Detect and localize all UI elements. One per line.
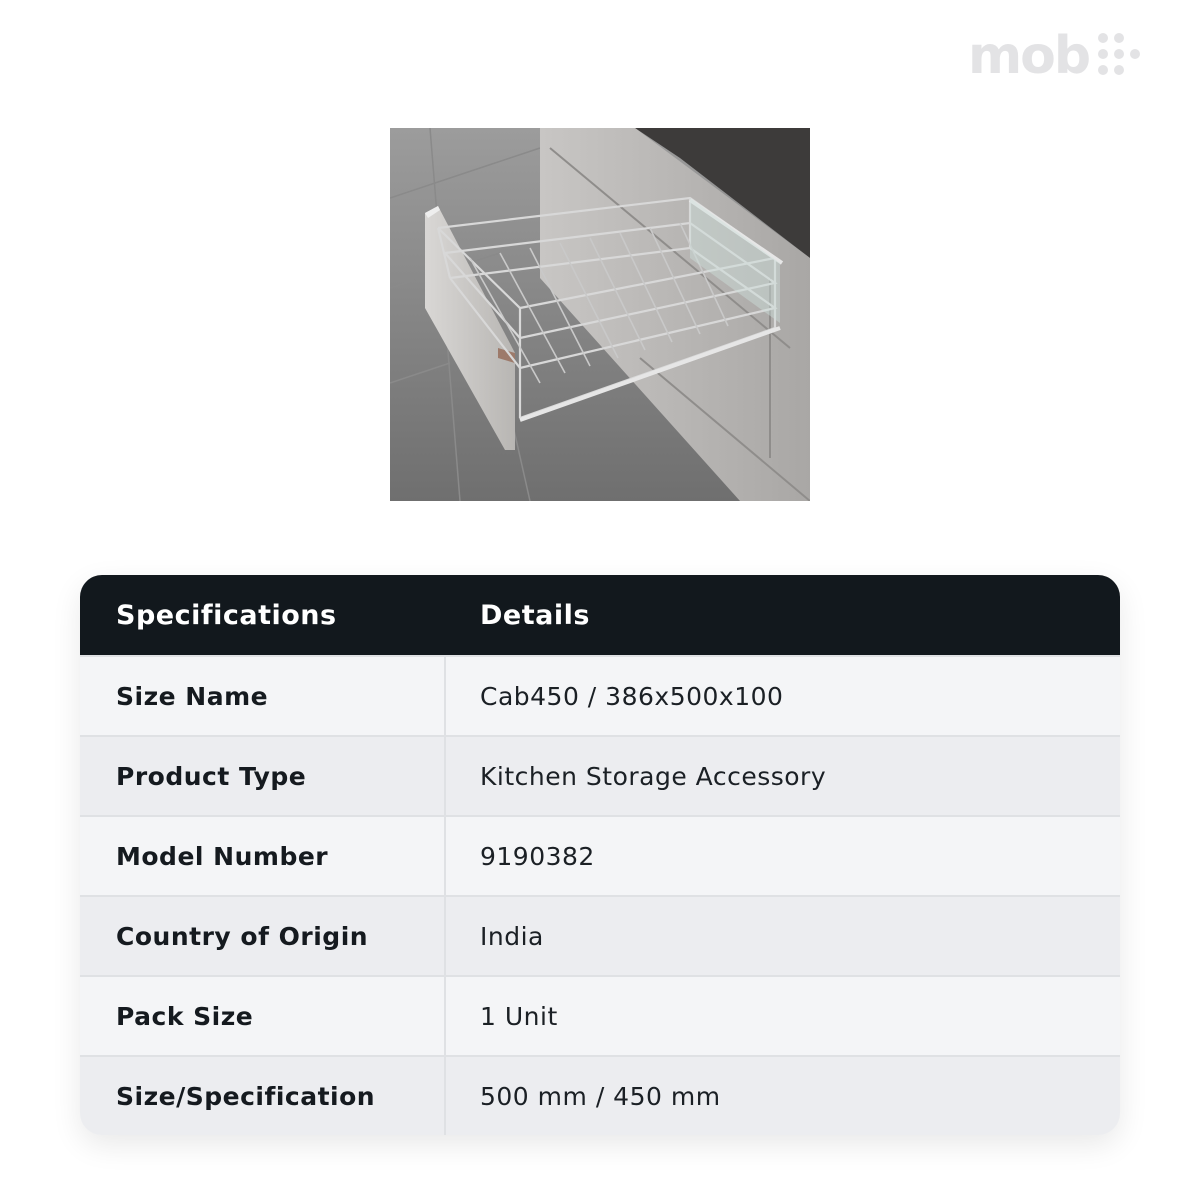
table-row bbox=[80, 655, 1120, 735]
table-row bbox=[80, 1055, 1120, 1135]
table-row bbox=[80, 895, 1120, 975]
table-row bbox=[80, 815, 1120, 895]
header-specifications: Specifications bbox=[116, 599, 337, 631]
brand-dots-icon bbox=[1095, 30, 1143, 82]
table-header bbox=[80, 575, 1120, 655]
row-value: Kitchen Storage Accessory bbox=[480, 761, 827, 791]
row-label: Pack Size bbox=[80, 977, 446, 1055]
row-label: Size/Specification bbox=[80, 1057, 446, 1135]
brand-logo bbox=[968, 24, 1143, 88]
row-label: Country of Origin bbox=[80, 897, 446, 975]
row-value: Cab450 / 386x500x100 bbox=[480, 681, 784, 711]
row-label: Model Number bbox=[80, 817, 446, 895]
product-photo bbox=[390, 128, 810, 501]
brand-logo-text: mob bbox=[968, 26, 1090, 86]
row-value: 1 Unit bbox=[480, 1001, 558, 1031]
specifications-table bbox=[80, 575, 1120, 1135]
row-value: India bbox=[480, 921, 544, 951]
row-value: 500 mm / 450 mm bbox=[480, 1081, 721, 1111]
table-row bbox=[80, 975, 1120, 1055]
row-label: Product Type bbox=[80, 737, 446, 815]
row-value: 9190382 bbox=[480, 841, 595, 871]
row-label: Size Name bbox=[80, 657, 446, 735]
table-row bbox=[80, 735, 1120, 815]
header-details: Details bbox=[480, 599, 590, 631]
